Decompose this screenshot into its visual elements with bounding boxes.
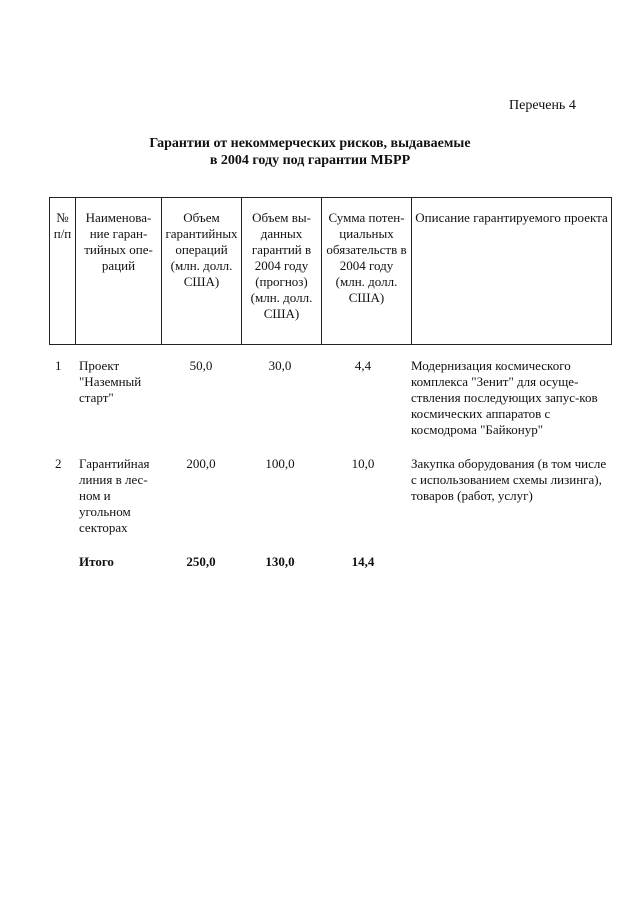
row-number: 2 [55,456,62,471]
document-title [90,135,530,169]
row-potential: 4,4 [354,358,372,373]
row-potential: 10,0 [351,456,375,471]
row-issued: 100,0 [265,456,295,471]
total-volume: 250,0 [186,554,216,569]
title-line-1: Гарантии от некоммерческих рисков, выдаваемые [149,136,471,151]
row-description: Модернизация космического комплекса "Зенит" для осуще-ствления последующих запус-ков космических аппаратов с космодрома "Байконур" [411,358,598,437]
row-name: Проект "Наземный старт" [79,358,142,405]
row-name: Гарантийная линия в лес-ном и угольном секторах [79,456,150,535]
header-description: Описание гарантируемого проекта [412,198,612,345]
row-issued: 30,0 [268,358,292,373]
header-issued: Объем вы-данных гарантий в 2004 году (прогноз) (млн. долл. США) [242,198,322,345]
total-label: Итого [79,554,114,569]
title-line-2: в 2004 году под гарантии МБРР [209,153,411,168]
row-volume: 50,0 [189,358,213,373]
row-number: 1 [55,358,62,373]
total-issued: 130,0 [265,554,295,569]
header-name: Наименова-ние гаран-тийных опе-раций [76,198,162,345]
table-header [49,197,612,345]
list-number: Перечень 4 [509,98,576,113]
row-description: Закупка оборудования (в том числе с использованием схемы лизинга), товаров (работ, услуг) [411,456,607,503]
row-volume: 200,0 [186,456,216,471]
header-volume: Объем гарантийных операций (млн. долл. США) [162,198,242,345]
header-number: № п/п [50,198,76,345]
header-potential: Сумма потен-циальных обязательств в 2004 году (млн. долл. США) [322,198,412,345]
total-potential: 14,4 [351,554,375,569]
